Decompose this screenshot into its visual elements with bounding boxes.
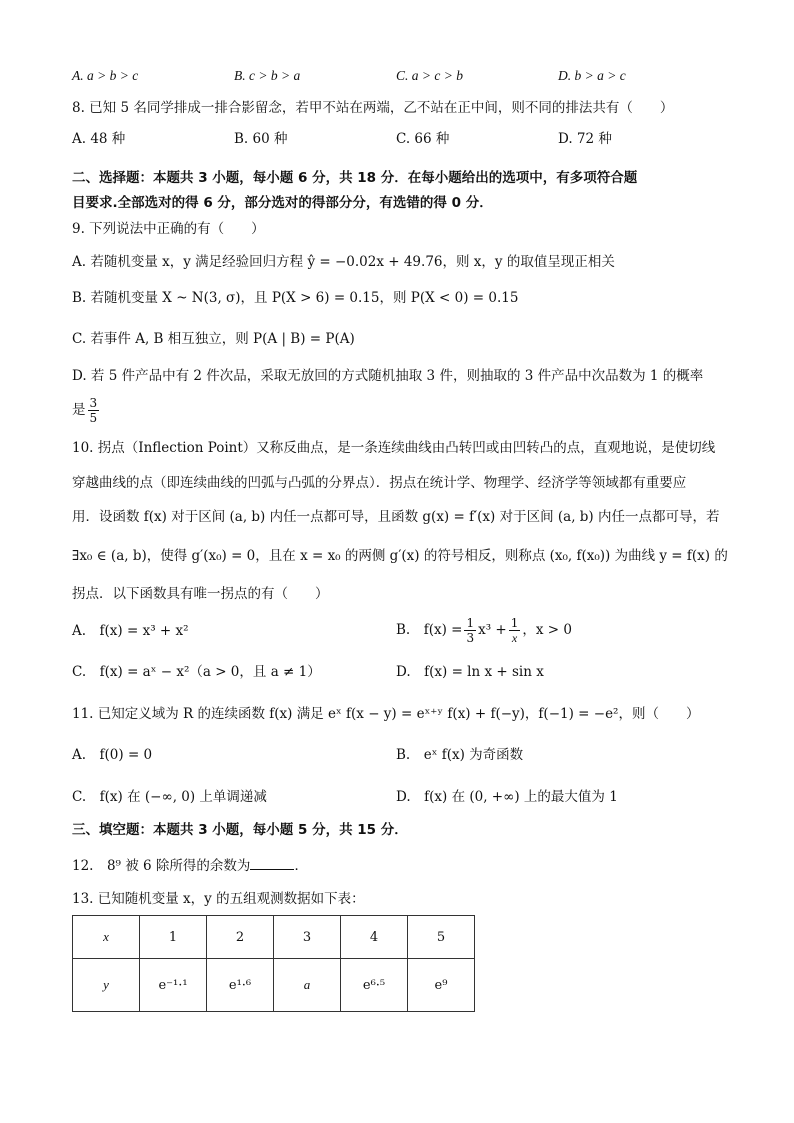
q9-option-c: C. 若事件 A, B 相互独立，则 P(A | B) = P(A) xyxy=(72,331,355,347)
table-cell: x xyxy=(73,916,140,959)
table-cell: e⁻¹·¹ xyxy=(140,959,207,1012)
q13-stem: 13. 已知随机变量 x，y 的五组观测数据如下表： xyxy=(72,891,365,907)
q10-option-b xyxy=(396,612,572,648)
section2-heading-line2: 目要求.全部选对的得 6 分，部分选对的得部分分，有选错的得 0 分． xyxy=(72,195,493,211)
q9-stem: 9. 下列说法中正确的有（ ） xyxy=(72,221,265,237)
q7-option-a: A. a > b > c xyxy=(72,68,139,83)
q8-option-d: D. 72 种 xyxy=(558,131,612,147)
q10-b-mid: x³ + xyxy=(478,622,507,638)
q9-d-prefix: 是 xyxy=(72,402,86,418)
table-cell: 2 xyxy=(207,916,274,959)
q8-option-c: C. 66 种 xyxy=(396,131,450,147)
table-cell: 3 xyxy=(274,916,341,959)
q9-option-d: D. 若 5 件产品中有 2 件次品，采取无放回的方式随机抽取 3 件，则抽取的 3 件产品中次品数为 1 的概率 xyxy=(72,368,704,384)
q11-option-c: C. f(x) 在 (−∞, 0) 上单调递减 xyxy=(72,789,267,805)
q10-b-prefix: B. f(x) = xyxy=(396,622,463,638)
section2-heading-line1: 二、选择题：本题共 3 小题，每小题 6 分，共 18 分．在每小题给出的选项中，有多项符合题 xyxy=(72,170,638,186)
q10-option-c: C. f(x) = aˣ − x²（a > 0，且 a ≠ 1） xyxy=(72,664,321,680)
fraction-1-x xyxy=(509,616,521,645)
q10-option-a: A. f(x) = x³ + x² xyxy=(72,623,189,639)
fraction-numerator: 1 xyxy=(510,616,519,630)
q12-text: 12. 8⁹ 被 6 除所得的余数为 xyxy=(72,858,251,874)
q8-option-a: A. 48 种 xyxy=(72,131,126,147)
q10-line2: 穿越曲线的点（即连续曲线的凹弧与凸弧的分界点）．拐点在统计学、物理学、经济学等领域都有重要应 xyxy=(72,475,687,491)
fraction-denominator: 5 xyxy=(89,411,98,425)
q8-stem: 8. 已知 5 名同学排成一排合影留念，若甲不站在两端，乙不站在正中间，则不同的排法共有（ ） xyxy=(72,100,674,116)
table-cell: 5 xyxy=(408,916,475,959)
fraction-1-3 xyxy=(464,616,476,645)
fraction-numerator: 1 xyxy=(466,616,475,630)
answer-blank[interactable] xyxy=(250,855,294,870)
fraction-numerator: 3 xyxy=(89,396,98,410)
table-cell: 4 xyxy=(341,916,408,959)
fraction-denominator: 3 xyxy=(466,631,475,645)
table-cell: y xyxy=(73,959,140,1012)
q9-option-b: B. 若随机变量 X ~ N(3, σ)，且 P(X > 6) = 0.15，则 P(X < 0) = 0.15 xyxy=(72,290,519,306)
observation-table xyxy=(72,915,475,1012)
table-cell: e⁶·⁵ xyxy=(341,959,408,1012)
q12-period: ． xyxy=(294,858,308,874)
q12-stem xyxy=(72,855,308,876)
q7-option-c: C. a > c > b xyxy=(396,68,463,83)
q11-option-b: B. eˣ f(x) 为奇函数 xyxy=(396,747,524,763)
q10-line3: 用．设函数 f(x) 对于区间 (a, b) 内任一点都可导，且函数 g(x) = f′(x) 对于区间 (a, b) 内任一点都可导，若 xyxy=(72,509,720,525)
q10-b-suffix: ，x > 0 xyxy=(522,622,572,638)
q7-option-d: D. b > a > c xyxy=(558,68,626,83)
table-cell: a xyxy=(274,959,341,1012)
q10-line5: 拐点．以下函数具有唯一拐点的有（ ） xyxy=(72,586,329,602)
table-row xyxy=(73,959,475,1012)
table-cell: e⁹ xyxy=(408,959,475,1012)
q11-stem: 11. 已知定义域为 R 的连续函数 f(x) 满足 eˣ f(x − y) = eˣ⁺ʸ f(x) + f(−y)，f(−1) = −e²，则（ ） xyxy=(72,706,700,722)
table-cell: e¹·⁶ xyxy=(207,959,274,1012)
q11-option-d: D. f(x) 在 (0, +∞) 上的最大值为 1 xyxy=(396,789,618,805)
table-row xyxy=(73,916,475,959)
q9-option-a: A. 若随机变量 x，y 满足经验回归方程 ŷ = −0.02x + 49.76，则 x，y 的取值呈现正相关 xyxy=(72,254,615,270)
q10-option-d: D. f(x) = ln x + sin x xyxy=(396,664,544,680)
q9-option-d-fraction-line xyxy=(72,392,101,428)
q10-line1: 10. 拐点（Inflection Point）又称反曲点，是一条连续曲线由凸转凹或由凹转凸的点，直观地说，是使切线 xyxy=(72,440,716,456)
q10-line4: ∃x₀ ∈ (a, b)，使得 g′(x₀) = 0，且在 x = x₀ 的两侧 g′(x) 的符号相反，则称点 (x₀, f(x₀)) 为曲线 y = f(x) 的 xyxy=(72,548,728,564)
fraction-denominator: x xyxy=(511,631,518,645)
table-cell: 1 xyxy=(140,916,207,959)
q7-option-b: B. c > b > a xyxy=(234,68,301,83)
fraction-3-5 xyxy=(88,396,100,425)
section3-heading: 三、填空题：本题共 3 小题，每小题 5 分，共 15 分． xyxy=(72,822,408,838)
q11-option-a: A. f(0) = 0 xyxy=(72,747,153,763)
q8-option-b: B. 60 种 xyxy=(234,131,288,147)
